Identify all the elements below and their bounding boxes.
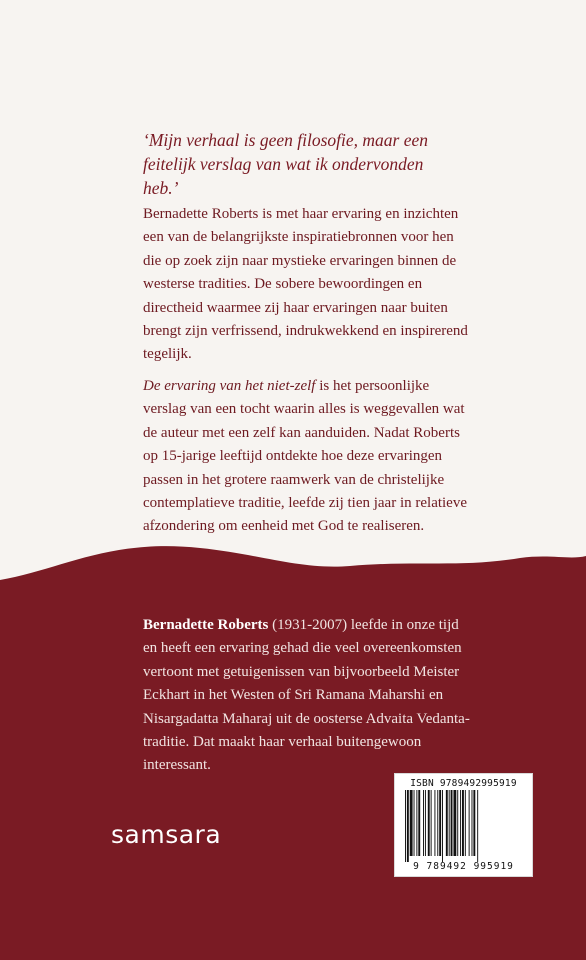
barcode-bar — [439, 790, 441, 856]
barcode-bar — [449, 790, 450, 856]
barcode-digits: 9 789492 995919 — [413, 861, 514, 872]
book-title-italic: De ervaring van het niet-zelf — [143, 378, 316, 394]
barcode-bar — [465, 790, 466, 856]
barcode-bar — [453, 790, 456, 856]
barcode-bar — [442, 790, 443, 862]
barcode-bar — [405, 790, 406, 862]
barcode-bar — [457, 790, 458, 856]
isbn-barcode — [394, 773, 533, 877]
author-bio-text: (1931-2007) leefde in onze tijd en heeft een ervaring gehad die veel overeenkomsten vertoont met getuigenissen van bijvoorbeeld Meister Eckhart in het Westen of Sri Ramana Maharshi en Nisargadatta Maharaj uit de oosterse Advaita Vedanta-traditie. Dat maakt haar verhaal buitengewoon interessant. — [143, 617, 470, 774]
barcode-bar — [407, 790, 409, 862]
barcode-bar — [472, 790, 473, 856]
barcode-bars — [403, 790, 524, 862]
barcode-bar — [473, 790, 475, 856]
barcode-bar — [425, 790, 426, 856]
cover-quote: ‘Mijn verhaal is geen filosofie, maar een feitelijk verslag van wat ik ondervonden heb.’ — [143, 130, 428, 198]
barcode-bar — [428, 790, 430, 856]
barcode-bar — [410, 790, 413, 856]
isbn-label: ISBN 9789492995919 — [410, 778, 517, 789]
barcode-bar — [437, 790, 438, 856]
barcode-bar — [423, 790, 424, 856]
barcode-bar — [431, 790, 432, 856]
barcode-bar — [462, 790, 464, 856]
author-name: Bernadette Roberts — [143, 617, 269, 633]
barcode-bar — [469, 790, 470, 856]
description-paragraph-2 — [143, 375, 473, 539]
barcode-bar — [418, 790, 420, 856]
paragraph-2-text: is het persoonlijke verslag van een tocht waarin alles is weggevallen wat de auteur met een zelf kan aanduiden. Nadat Roberts op 15-jarige leeftijd ontdekte hoe deze ervaringen passen in het grotere raamwerk van de christelijke contemplatieve traditie, leefde zij tien jaar in relatieve afzondering om eenheid met God te realiseren. — [143, 378, 468, 535]
barcode-bar — [414, 790, 415, 856]
barcode-bar — [434, 790, 435, 856]
author-bio — [143, 614, 473, 778]
description-paragraph-1: Bernadette Roberts is met haar ervaring en inzichten een van de belangrijkste inspiratiebronnen voor hen die op zoek zijn naar mystieke ervaringen binnen de westerse tradities. De sobere bewoordingen en directheid waarmee zij haar ervaringen naar buiten brengt zijn verfrissend, indrukwekkend en inspirerend tegelijk. — [143, 206, 468, 363]
barcode-bar — [477, 790, 478, 862]
barcode-bar — [451, 790, 453, 856]
barcode-bar — [416, 790, 417, 856]
barcode-bar — [460, 790, 461, 856]
publisher-logo: samsara — [111, 820, 222, 849]
barcode-bar — [446, 790, 448, 856]
